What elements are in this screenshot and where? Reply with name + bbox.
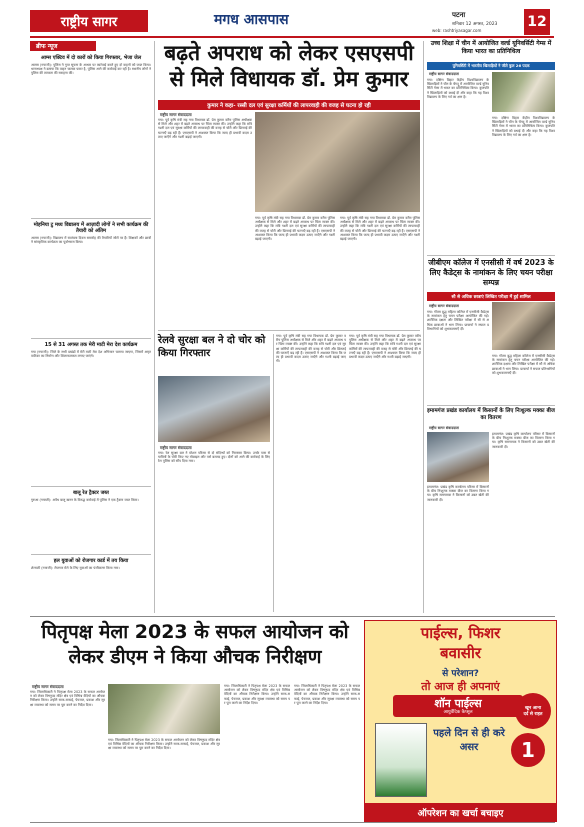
divider: [427, 405, 555, 406]
seed-photo: [427, 432, 489, 482]
website-url: web: rashtriyasagar.com: [432, 28, 482, 33]
college-subhead: सौ से अधिक छात्राएं लिखित परीक्षा में हुई शामिल: [427, 292, 555, 301]
brief-headline: आम्स एक्टिव में दो कारों को किया गिरफ्तार, भेजा जेल: [40, 55, 142, 61]
masthead-logo: राष्ट्रीय सागर: [30, 10, 148, 32]
advert-title: पाईल्स, फिशर: [420, 624, 501, 642]
advert-box: [364, 620, 557, 822]
lead-body-cont: गया: पूर्व कृषि मंत्री सह गया विधायक डॉ. प्रेम कुमार वरीय पुलिस अधीक्षक से मिले और शहर में बढ़ते अपराध पर चिंता व्यक्त की। उन्होंने कहा कि रात्रि गश्ती दल एवं सुरक्षा कर्मियों की लापरवाही की वजह से चोरी और छिनतई की घटनाएँ बढ़ रही हैं। एसएसपी ने आश्वस्त किया कि जल्द ही प्रभावी कदम उठाए जाएँगे और गश्ती बढ़ाई जाएगी।: [255, 216, 335, 242]
brief-headline: 15 से 31 अगस्त तक मेरी माटी मेरा देश कार्यक्रम: [44, 342, 138, 348]
college-body-cont: गया: गौतम बुद्ध महिला कॉलेज में एनसीसी कैडेट्स के नामांकन हेतु चयन परीक्षा आयोजित की गई। शारीरिक दक्षता और लिखित परीक्षा में सौ से अधिक छात्राओं ने भाग लिया। प्राचार्या ने सफल प्रतिभागियों को शुभकामनाएँ दीं।: [492, 354, 555, 375]
section-title: मगध आसपास: [214, 12, 289, 28]
advert-badge-mid: दर्द से राहत: [523, 712, 543, 717]
divider: [31, 554, 151, 555]
divider: [31, 218, 151, 219]
railway-body: गया: रेल सुरक्षा बल ने स्टेशन परिसर से दो संदिग्धों को गिरफ्तार किया। उनके पास से यात्रियों के चोरी किए गए मोबाइल और पर्स बरामद हुए। दोनों को आगे की कार्रवाई के लिए रेल पुलिस को सौंप दिया गया।: [158, 451, 270, 464]
edition-date: शनिवार 12 अगस्त, 2023: [452, 22, 498, 27]
brief-body: गुरुआ (गयाजी): अवैध बालू खनन के विरुद्ध कार्रवाई में पुलिस ने एक ट्रैक्टर जब्त किया।: [31, 498, 139, 502]
right-top-headline: उच्च शिक्षा में चीन में आयोजित वर्ल्ड यूनिवर्सिटी गेम्स में किया भारत का प्रतिनिधित्व: [430, 40, 552, 55]
advert-product-box: [393, 695, 523, 717]
advert-product-sub: आयुर्वेदिक कैप्सूल: [443, 710, 473, 715]
masthead-rule: [30, 36, 554, 38]
lead-body-cont: गया: पूर्व कृषि मंत्री सह गया विधायक डॉ. प्रेम कुमार वरीय पुलिस अधीक्षक से मिले और शहर में बढ़ते अपराध पर चिंता व्यक्त की। उन्होंने कहा कि रात्रि गश्ती दल एवं सुरक्षा कर्मियों की लापरवाही की वजह से चोरी और छिनतई की घटनाएँ बढ़ रही हैं। एसएसपी ने आश्वस्त किया कि जल्द ही प्रभावी कदम उठाए जाएँगे और गश्ती बढ़ाई जाएगी।: [340, 216, 420, 242]
right-top-byline: राष्ट्रीय सागर संवाददाता: [429, 72, 459, 76]
advert-badge-top: खून आना: [524, 706, 541, 711]
pitripaksh-byline: राष्ट्रीय सागर संवाददाता: [32, 684, 64, 689]
brief-news-4: [31, 490, 151, 550]
pitripaksh-body: गया: जिलाधिकारी ने पितृपक्ष मेला 2023 के सफल आयोजन को लेकर विष्णुपद मंदिर क्षेत्र एवं विभिन्न वेदियों का औचक निरीक्षण किया। उन्होंने साफ-सफाई, पेयजल, प्रकाश और सुरक्षा व्यवस्था को समय पर पूरा करने का निर्देश दिया।: [30, 690, 105, 707]
college-headline: जीबीएम कॉलेज में एनसीसी में वर्ष 2023 के लिए कैडेट्स के नामांकन के लिए चयन परीक्षा सम्पन्न: [428, 258, 554, 287]
lead-continued: गया: पूर्व कृषि मंत्री सह गया विधायक डॉ. प्रेम कुमार वरीय पुलिस अधीक्षक से मिले और शहर में बढ़ते अपराध पर चिंता व्यक्त की। उन्होंने कहा कि रात्रि गश्ती दल एवं सुरक्षा कर्मियों की लापरवाही की वजह से चोरी और छिनतई की घटनाएँ बढ़ रही हैं। एसएसपी ने आश्वस्त किया कि जल्द ही प्रभावी कदम उठाए जाएँगे और गश्ती बढ़ाई जाएगी।: [276, 334, 346, 364]
column-rule: [154, 41, 155, 613]
brief-news-2: [31, 222, 151, 334]
advert-pack-image: [375, 723, 427, 797]
lead-photo: [255, 112, 420, 212]
brief-body: शेरघाटी (गयाजी): रोजगार मेले के लिए युवाओं का पंजीकरण किया गया।: [31, 566, 120, 570]
brief-headline: हल युवाओं को रोजगार कार्ड में तय किया: [53, 558, 129, 564]
brief-news-3: [31, 342, 151, 482]
brief-headline: बालू रेत ट्रैक्टर जब्त: [73, 490, 109, 496]
advert-badge: [515, 693, 551, 729]
lead-continued: गया: पूर्व कृषि मंत्री सह गया विधायक डॉ. प्रेम कुमार वरीय पुलिस अधीक्षक से मिले और शहर में बढ़ते अपराध पर चिंता व्यक्त की। उन्होंने कहा कि रात्रि गश्ती दल एवं सुरक्षा कर्मियों की लापरवाही की वजह से चोरी और छिनतई की घटनाएँ बढ़ रही हैं। एसएसपी ने आश्वस्त किया कि जल्द ही प्रभावी कदम उठाए जाएँगे और गश्ती बढ़ाई जाएगी।: [349, 334, 421, 360]
seed-body-cont: इमामगंज: प्रखंड कृषि कार्यालय परिसर में किसानों के बीच निःशुल्क मक्का बीज का वितरण किया गया। कृषि समन्वयक ने किसानों को उन्नत खेती की जानकारी दी।: [492, 432, 555, 449]
advert-day-text: पहले दिन से ही करे असर: [433, 728, 505, 753]
railway-headline: रेलवे सुरक्षा बल ने दो चोर को किया गिरफ्तार: [158, 335, 266, 359]
pitripaksh-body-cont: गया: जिलाधिकारी ने पितृपक्ष मेला 2023 के सफल आयोजन को लेकर विष्णुपद मंदिर क्षेत्र एवं विभिन्न वेदियों का औचक निरीक्षण किया। उन्होंने साफ-सफाई, पेयजल, प्रकाश और सुरक्षा व्यवस्था को समय पर पूरा करने का निर्देश दिया।: [108, 738, 220, 751]
right-top-photo: [492, 72, 555, 112]
advert-product: शॉन पाईल्स: [434, 697, 482, 710]
advert-day-badge: 1: [511, 733, 545, 767]
brief-body: गया (गयाजी): जिले के सभी प्रखंडों में मेरी माटी मेरा देश अभियान चलाया जाएगा, जिसमें अमृत वाटिका का निर्माण और शिलाफलकम लगाए जाएंगे।: [31, 350, 151, 359]
college-body: गया: गौतम बुद्ध महिला कॉलेज में एनसीसी कैडेट्स के नामांकन हेतु चयन परीक्षा आयोजित की गई। शारीरिक दक्षता और लिखित परीक्षा में सौ से अधिक छात्राओं ने भाग लिया। प्राचार्या ने सफल प्रतिभागियों को शुभकामनाएँ दीं।: [427, 310, 489, 331]
brief-body: आमस (गयाजी): विद्यालय में स्वतंत्रता दिवस समारोह की तैयारियाँ जोरों पर हैं। शिक्षकों और छात्रों ने सांस्कृतिक कार्यक्रम का पूर्वाभ्यास किया।: [31, 236, 151, 245]
brief-news-1: [31, 55, 151, 215]
pitripaksh-photo: [108, 684, 220, 734]
divider: [427, 255, 555, 256]
pitripaksh-body-cont: गया: जिलाधिकारी ने पितृपक्ष मेला 2023 के सफल आयोजन को लेकर विष्णुपद मंदिर क्षेत्र एवं विभिन्न वेदियों का औचक निरीक्षण किया। उन्होंने साफ-सफाई, पेयजल, प्रकाश और सुरक्षा व्यवस्था को समय पर पूरा करने का निर्देश दिया।: [224, 684, 290, 705]
page-number: 12: [524, 9, 550, 35]
railway-byline: राष्ट्रीय सागर संवाददाता: [160, 445, 192, 450]
divider: [31, 338, 151, 339]
advert-title2: बवासीर: [440, 644, 481, 662]
right-top-subhead: यूनिवर्सिटी में भारतीय खिलाड़ियों ने जीते कुल 26 पदक: [427, 62, 555, 70]
lead-byline: राष्ट्रीय सागर संवाददाता: [160, 112, 192, 117]
pitripaksh-body-cont: गया: जिलाधिकारी ने पितृपक्ष मेला 2023 के सफल आयोजन को लेकर विष्णुपद मंदिर क्षेत्र एवं विभिन्न वेदियों का औचक निरीक्षण किया। उन्होंने साफ-सफाई, पेयजल, प्रकाश और सुरक्षा व्यवस्था को समय पर पूरा करने का निर्देश दिया।: [294, 684, 360, 705]
divider: [158, 330, 420, 331]
college-byline: राष्ट्रीय सागर संवाददाता: [429, 304, 459, 308]
advert-footer: ऑपरेशन का खर्चा बचाइए: [365, 803, 556, 821]
advert-line1: से परेशान?: [442, 669, 479, 679]
lead-subhead: कुमार ने कहा- रस्सी दल एवं सुरक्षा कर्मियों की लापरवाही की वजह से घटना हो रही: [158, 100, 420, 110]
seed-headline: इमामगंज प्रखंड कार्यालय में किसानों के लिए निःशुल्क मक्का बीज का वितरण: [427, 408, 555, 421]
right-top-body-cont: गया: दक्षिण बिहार केंद्रीय विश्वविद्यालय के खिलाड़ियों ने चीन के चेंगदू में आयोजित वर्ल्ड यूनिवर्सिटी गेम्स में भारत का प्रतिनिधित्व किया। कुलपति ने खिलाड़ियों को बधाई दी और कहा कि यह विश्वविद्यालय के लिए गर्व का क्षण है।: [492, 116, 555, 137]
divider: [31, 486, 151, 487]
brief-headline: मोहनिया टु मध्य विद्यालय में आज़ादी लोगों ने सभी कार्यक्रम की तैयारी को अंतिम: [33, 222, 149, 234]
column-rule: [423, 41, 424, 613]
pitripaksh-headline: पितृपक्ष मेला 2023 के सफल आयोजन को लेकर डीएम ने किया औचक निरीक्षण: [41, 621, 349, 668]
lead-headline: बढ़ते अपराध को लेकर एसएसपी से मिले विधायक डॉ. प्रेम कुमार: [164, 41, 414, 91]
brief-body: आमस (गयाजी): पुलिस ने गुप्त सूचना के आधार पर कार्रवाई करते हुए दो वाहनों को जब्त किया। थानाध्यक्ष ने बताया कि वाहन चालक फरार है, पुलिस आगे की कार्रवाई कर रही है। स्थानीय लोगों ने पुलिस की तत्परता की सराहना की।: [31, 63, 151, 76]
brief-news-label: ब्रीफ न्यूज: [30, 41, 96, 51]
page-footer-rule: [30, 822, 555, 823]
brief-news-5: [31, 558, 151, 612]
column-rule: [273, 334, 274, 612]
lead-body: गया: पूर्व कृषि मंत्री सह गया विधायक डॉ. प्रेम कुमार वरीय पुलिस अधीक्षक से मिले और शहर में बढ़ते अपराध पर चिंता व्यक्त की। उन्होंने कहा कि रात्रि गश्ती दल एवं सुरक्षा कर्मियों की लापरवाही की वजह से चोरी और छिनतई की घटनाएँ बढ़ रही हैं। एसएसपी ने आश्वस्त किया कि जल्द ही प्रभावी कदम उठाए जाएँगे और गश्ती बढ़ाई जाएगी।: [158, 118, 252, 139]
college-photo: [492, 302, 555, 350]
railway-photo: [158, 376, 270, 442]
seed-body: इमामगंज: प्रखंड कृषि कार्यालय परिसर में किसानों के बीच निःशुल्क मक्का बीज का वितरण किया गया। कृषि समन्वयक ने किसानों को उन्नत खेती की जानकारी दी।: [427, 485, 489, 502]
right-top-body: गया: दक्षिण बिहार केंद्रीय विश्वविद्यालय के खिलाड़ियों ने चीन के चेंगदू में आयोजित वर्ल्ड यूनिवर्सिटी गेम्स में भारत का प्रतिनिधित्व किया। कुलपति ने खिलाड़ियों को बधाई दी और कहा कि यह विश्वविद्यालय के लिए गर्व का क्षण है।: [427, 78, 489, 99]
edition-city: पटना: [452, 11, 466, 19]
divider: [30, 616, 555, 617]
seed-byline: राष्ट्रीय सागर संवाददाता: [429, 426, 459, 430]
advert-line2: तो आज ही अपनाएं: [421, 680, 500, 693]
